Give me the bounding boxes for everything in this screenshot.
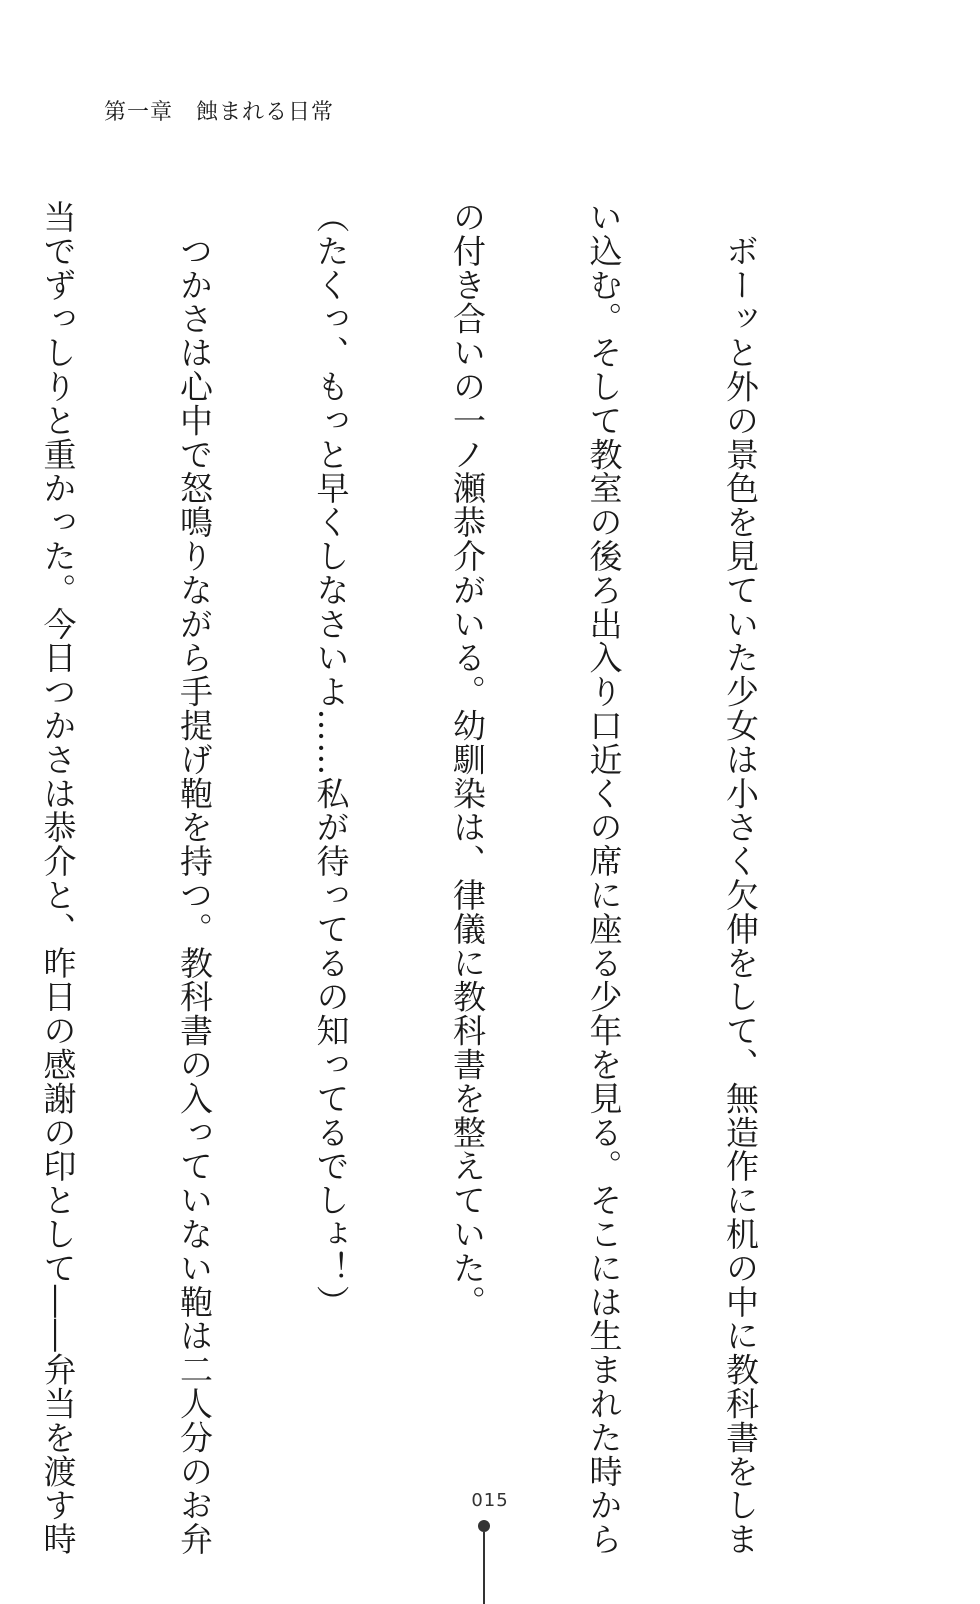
text-line: ボーッと外の景色を見ていた少女は小さく欠伸をして、無造作に机の中に教科書をしま — [721, 200, 760, 1556]
chapter-title: 第一章 蝕まれる日常 — [104, 100, 335, 125]
folio-dot-ornament — [478, 1520, 490, 1532]
folio-line-ornament — [483, 1532, 485, 1604]
text-line: つかさは心中で怒鳴りながら手提げ鞄を持つ。教科書の入っていない鞄は二人分のお弁 — [175, 200, 214, 1557]
page-number: 015 — [471, 1490, 509, 1511]
text-line: （たくっ、もっと早くしなさいよ……私が待ってるの知ってるでしょ！） — [311, 200, 351, 1319]
text-line: い込む。そして教室の後ろ出入り口近くの席に座る少年を見る。そこには生まれた時から — [584, 200, 624, 1556]
text-line: の付き合いの一ノ瀬恭介がいる。幼馴染は、律儀に教科書を整えていた。 — [448, 200, 487, 1319]
text-line: 当でずっしりと重かった。今日つかさは恭介と、昨日の感謝の印として――弁当を渡す時 — [38, 200, 78, 1556]
